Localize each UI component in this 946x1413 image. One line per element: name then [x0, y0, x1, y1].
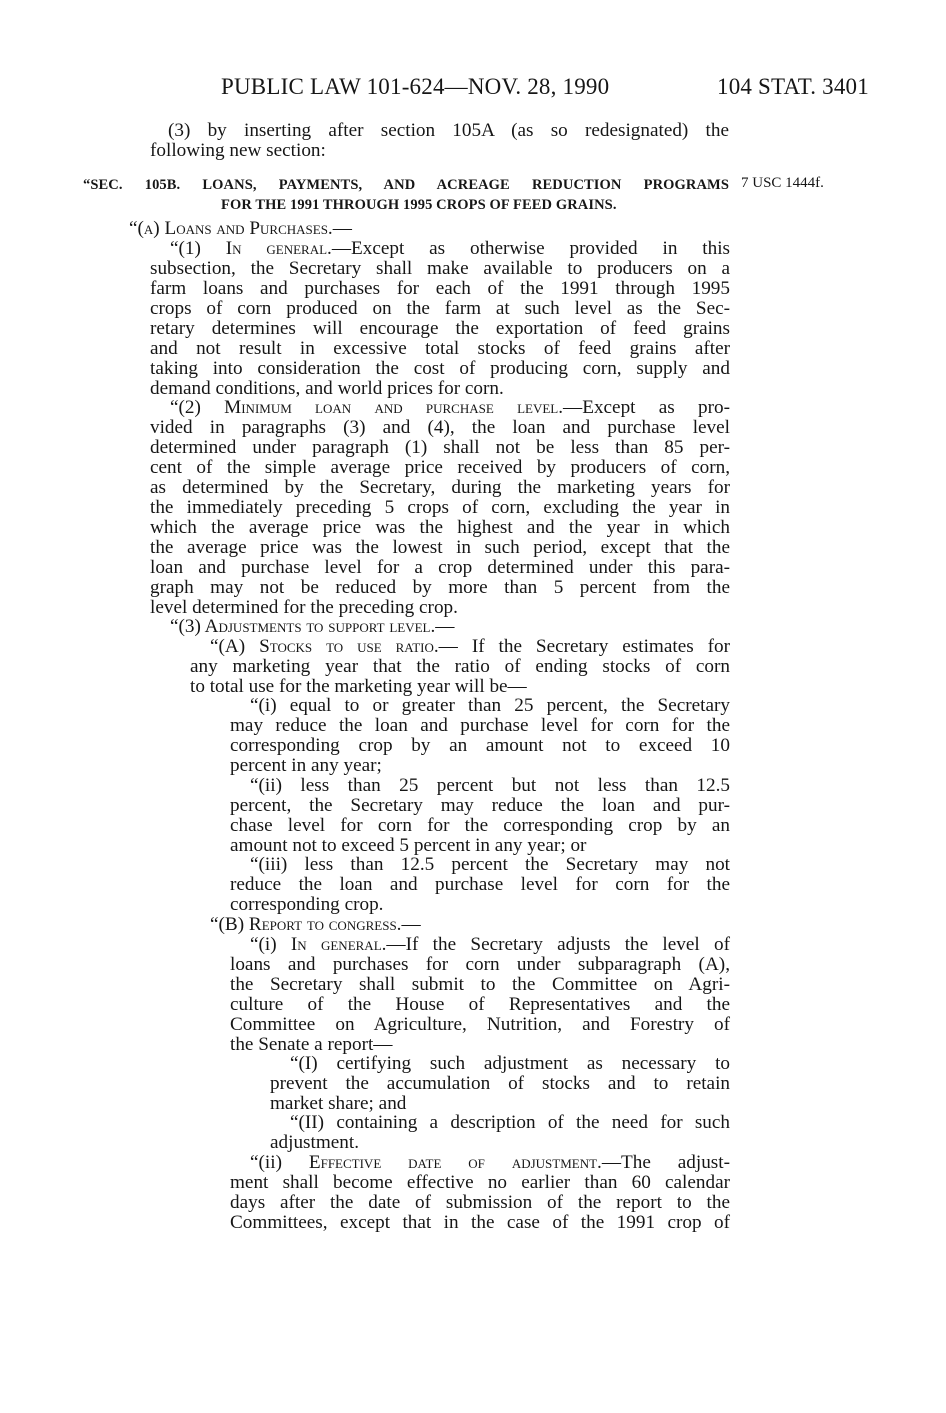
text-line: “(2) Minimum loan and purchase level.—Except as pro- [170, 397, 730, 418]
text-line: culture of the House of Representatives and the [230, 994, 730, 1015]
text-line: level determined for the preceding crop. [150, 597, 458, 618]
paragraph-heading: “(3) Adjustments to support level.— [170, 616, 455, 637]
text-line: days after the date of submission of the report to the [230, 1192, 730, 1213]
text-line: crops of corn produced on the farm at such level as the Sec- [150, 298, 730, 319]
text-line: percent in any year; [230, 755, 382, 776]
text-line: “(II) containing a description of the need for such [290, 1112, 730, 1133]
text-line: subsection, the Secretary shall make available to producers on a [150, 258, 730, 279]
text-line: “(i) equal to or greater than 25 percent, the Secretary [250, 695, 730, 716]
running-header-page: 104 STAT. 3401 [717, 74, 869, 99]
text-line: loan and purchase level for a crop determined under this para- [150, 557, 730, 578]
text-line: chase level for corn for the corresponding crop by an [230, 815, 730, 836]
text-line: which the average price was the highest and the year in which [150, 517, 730, 538]
text-line: graph may not be reduced by more than 5 percent from the [150, 577, 730, 598]
text-line: the Senate a report— [230, 1034, 393, 1055]
text-line: adjustment. [270, 1132, 359, 1153]
text-line: “(ii) less than 25 percent but not less than 12.5 [250, 775, 730, 796]
text-line: “(1) In general.—Except as otherwise provided in this [170, 238, 731, 259]
text-line: Committee on Agriculture, Nutrition, and Forestry of [230, 1014, 730, 1035]
text-line: loans and purchases for corn under subparagraph (A), [230, 954, 730, 975]
section-heading: “SEC. 105B. LOANS, PAYMENTS, AND ACREAGE REDUCTION PROGRAMS [83, 177, 729, 193]
running-header-title: PUBLIC LAW 101-624—NOV. 28, 1990 [221, 74, 610, 99]
text-line: “(I) certifying such adjustment as necessary to [290, 1053, 730, 1074]
text-line: as determined by the Secretary, during the marketing years for [150, 477, 730, 498]
margin-citation: 7 USC 1444f. [741, 175, 824, 191]
text-line: taking into consideration the cost of producing corn, supply and [150, 358, 730, 379]
text-line: any marketing year that the ratio of ending stocks of corn [190, 656, 730, 677]
text-line: corresponding crop. [230, 894, 384, 915]
text-line: farm loans and purchases for each of the 1991 through 1995 [150, 278, 730, 299]
text-line: retary determines will encourage the exportation of feed grains [150, 318, 730, 339]
section-heading: FOR THE 1991 THROUGH 1995 CROPS OF FEED GRAINS. [221, 197, 617, 213]
subsection-heading: “(a) Loans and Purchases.— [129, 218, 352, 239]
text-line: Committees, except that in the case of the 1991 crop of [230, 1212, 730, 1233]
text-line: determined under paragraph (1) shall not be less than 85 per- [150, 437, 730, 458]
text-line: “(i) In general.—If the Secretary adjusts the level of [250, 934, 730, 955]
text-line: (3) by inserting after section 105A (as so redesignated) the [168, 120, 729, 141]
text-line: may reduce the loan and purchase level for corn for the [230, 715, 730, 736]
text-line: “(iii) less than 12.5 percent the Secretary may not [250, 854, 730, 875]
text-line: corresponding crop by an amount not to exceed 10 [230, 735, 730, 756]
text-line: cent of the simple average price received by producers of corn, [150, 457, 730, 478]
text-line: “(A) Stocks to use ratio.— If the Secretary estimates for [210, 636, 730, 657]
text-line: the Secretary shall submit to the Committee on Agri- [230, 974, 730, 995]
text-line: following new section: [150, 140, 326, 161]
text-line: the immediately preceding 5 crops of corn, excluding the year in [150, 497, 730, 518]
text-line: demand conditions, and world prices for corn. [150, 378, 504, 399]
text-line: the average price was the lowest in such period, except that the [150, 537, 730, 558]
text-line: percent, the Secretary may reduce the loan and pur- [230, 795, 730, 816]
text-line: “(ii) Effective date of adjustment.—The adjust- [250, 1152, 730, 1173]
text-line: and not result in excessive total stocks of feed grains after [150, 338, 730, 359]
text-line: prevent the accumulation of stocks and to retain [270, 1073, 730, 1094]
text-line: amount not to exceed 5 percent in any year; or [230, 835, 587, 856]
text-line: vided in paragraphs (3) and (4), the loan and purchase level [150, 417, 730, 438]
text-line: reduce the loan and purchase level for corn for the [230, 874, 730, 895]
subparagraph-heading: “(B) Report to congress.— [210, 914, 421, 935]
text-line: to total use for the marketing year will be— [190, 676, 527, 697]
text-line: market share; and [270, 1093, 407, 1114]
text-line: ment shall become effective no earlier than 60 calendar [230, 1172, 730, 1193]
